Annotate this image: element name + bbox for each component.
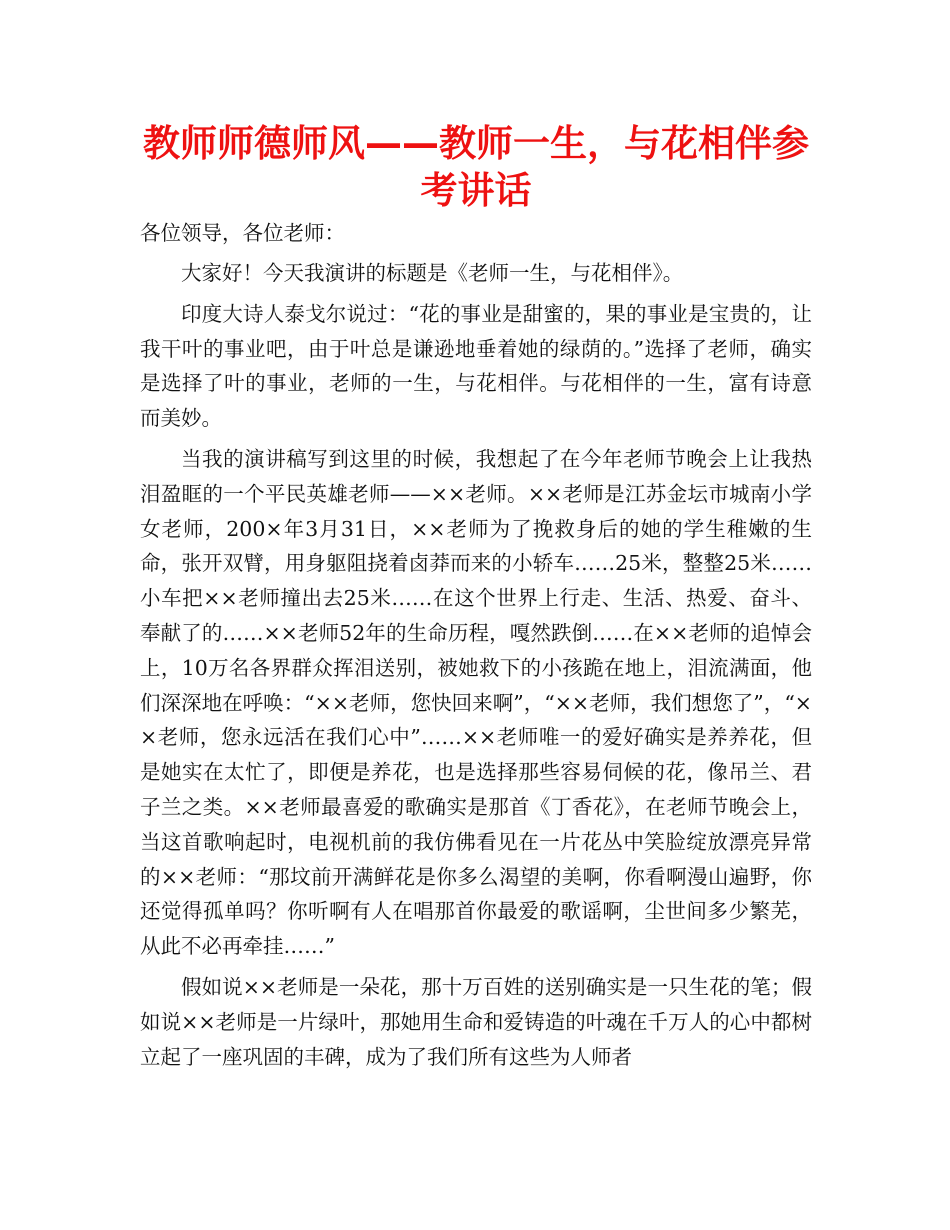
- paragraph-tagore-quote: 印度大诗人泰戈尔说过：“花的事业是甜蜜的，果的事业是宝贵的，让我干叶的事业吧，由于叶总是谦逊地垂着她的绿荫的。”选择了老师，确实是选择了叶的事业，老师的一生，与花相伴。与花相伴的一生，富有诗意而美妙。: [140, 301, 812, 431]
- paragraph-hero-story: 当我的演讲稿写到这里的时候，我想起了在今年老师节晚会上让我热泪盈眶的一个平民英雄老师——××老师。××老师是江苏金坛市城南小学女老师，200×年3月31日，××老师为了挽救身后的她的学生稚嫩的生命，张开双臂，用身躯阻挠着卤莽而来的小轿车……25米，整整25米……小车把××老师撞出去25米……在这个世界上行走、生活、热爱、奋斗、奉献了的……××老师52年的生命历程，嘎然跌倒……在××老师的追悼会上，10万名各界群众挥泪送别，被她救下的小孩跪在地上，泪流满面，他们深深地在呼唤：“××老师，您快回来啊”，“××老师，我们想您了”，“××老师，您永远活在我们心中”……××老师唯一的爱好确实是养养花，但是她实在太忙了，即便是养花，也是选择那些容易伺候的花，像吊兰、君子兰之类。××老师最喜爱的歌确实是那首《丁香花》，在老师节晚会上，当这首歌响起时，电视机前的我仿佛看见在一片花丛中笑脸绽放漂亮异常的××老师：“那坟前开满鲜花是你多么渴望的美啊，你看啊漫山遍野，你还觉得孤单吗？你听啊有人在唱那首你最爱的歌谣啊，尘世间多少繁芜，从此不必再牵挂……”: [140, 446, 812, 959]
- document-title: 教师师德师风——教师一生，与花相伴参考讲话: [143, 122, 809, 212]
- paragraph-greeting: 大家好！今天我演讲的标题是《老师一生，与花相伴》。: [181, 261, 684, 285]
- paragraph-flower-metaphor: 假如说××老师是一朵花，那十万百姓的送别确实是一只生花的笔；假如说××老师是一片绿叶，那她用生命和爱铸造的叶魂在千万人的心中都树立起了一座巩固的丰碑，成为了我们所有这些为人师者: [140, 974, 812, 1069]
- document-page: [140, 120, 812, 1074]
- salutation: 各位领导，各位老师：: [140, 221, 345, 245]
